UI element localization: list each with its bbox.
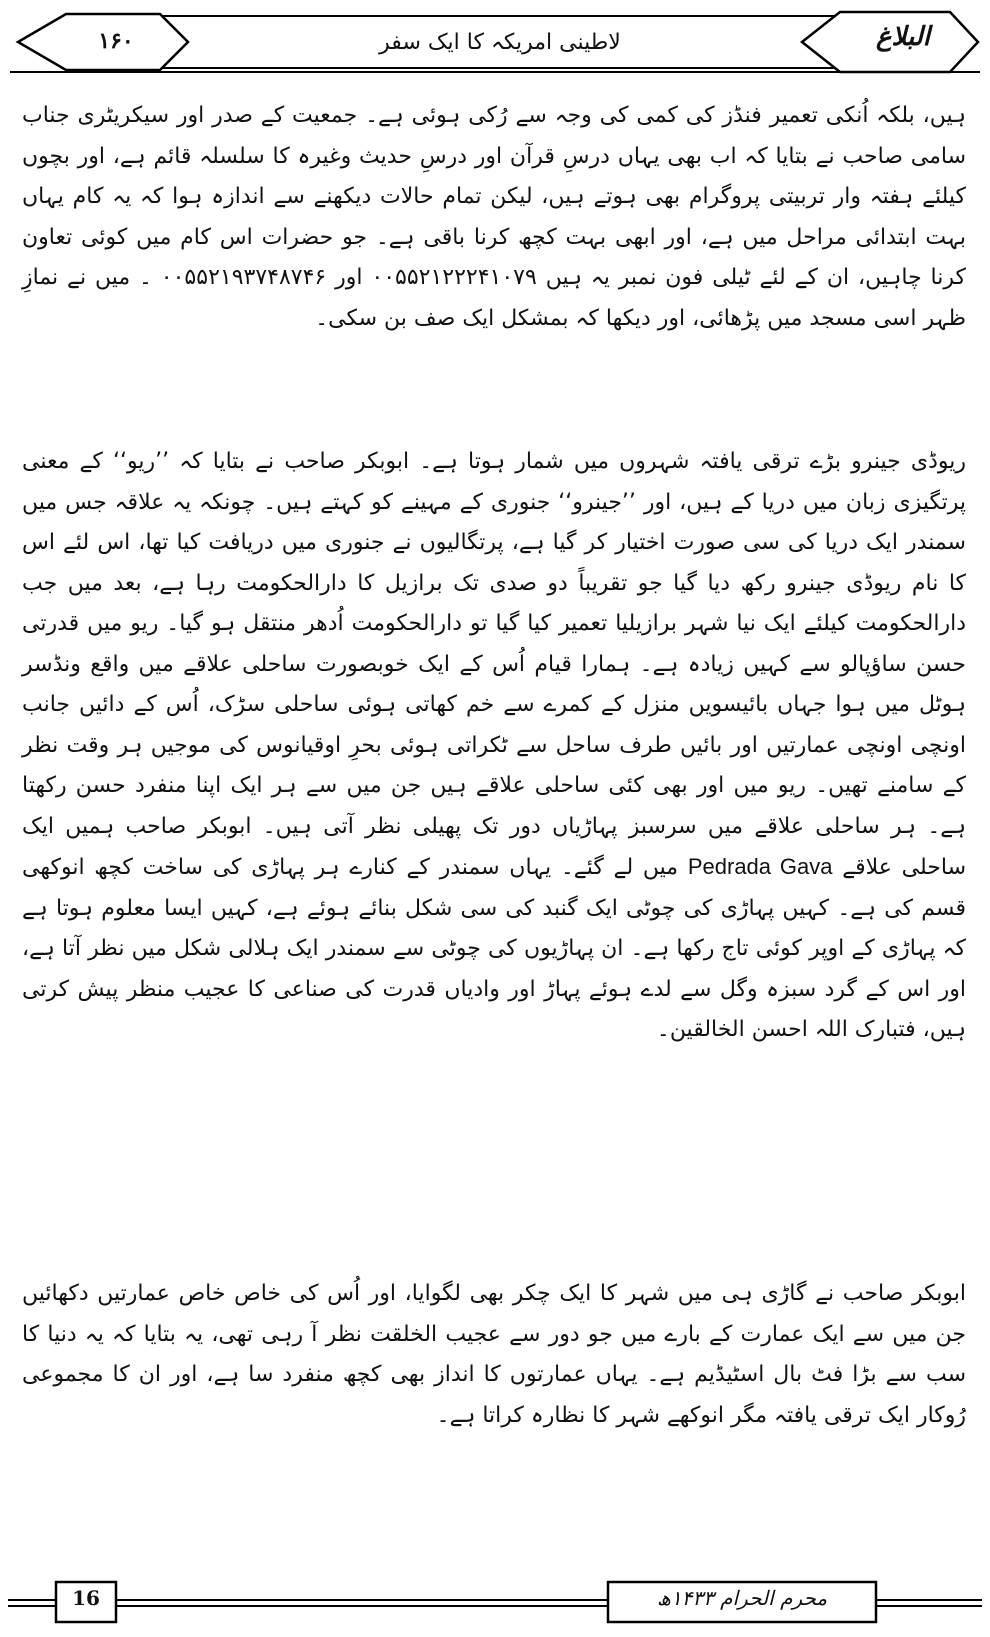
paragraph [22,442,966,1252]
paragraph: ہیں، بلکہ اُنکی تعمیر فنڈز کی کمی کی وجہ سے رُکی ہوئی ہے۔ جمعیت کے صدر اور سیکریٹری جناب سامی صاحب نے بتایا کہ اب بھی یہاں درسِ قرآن اور درسِ حدیث وغیرہ کا سلسلہ قائم ہے، اور بچوں کیلئے ہفتہ وار تربیتی پروگرام بھی ہوتے ہیں، لیکن تمام حالات دیکھنے سے اندازہ ہوا کہ یہ کام یہاں بہت ابتدائی مراحل میں ہے، اور ابھی بہت کچھ کرنا باقی ہے۔ جو حضرات اس کام میں کوئی تعاون کرنا چاہیں، ان کے لئے ٹیلی فون نمبر یہ ہیں ۰۰۵۵۲۱۲۲۲۴۱۰۷۹ اور ۰۰۵۵۲۱۹۳۷۴۸۷۴۶ ۔ میں نے نمازِ ظہر اسی مسجد میں پڑھائی، اور دیکھا کہ بمشکل ایک صف بن سکی۔ [22,103,966,331]
issue-date: محرم الحرام ۱۴۳۳ھ [656,1586,828,1610]
article-body [22,96,966,1436]
journal-logo: البلاغ [875,22,931,52]
page-footer [8,1578,982,1624]
header-page-number: ۱۶۰ [98,28,134,54]
paragraph: ابوبکر صاحب نے گاڑی ہی میں شہر کا ایک چکر بھی لگوایا، اور اُس کی خاص خاص عمارتیں دکھائیں جن میں سے ایک عمارت کے بارے میں جو دور سے عجیب الخلقت نظر آ رہی تھی، یہ بتایا کہ یہ دنیا کا سب سے بڑا فٹ بال اسٹیڈیم ہے۔ یہاں عمارتوں کا انداز بھی کچھ منفرد سا ہے، اور ان کا مجموعی رُوکار ایک ترقی یافتہ مگر انوکھے شہر کا نظارہ کراتا ہے۔ [22,1281,966,1428]
footer-page-number: 16 [72,1586,100,1610]
place-name-latin: Pedrada Gava [687,854,833,879]
paragraph-text: میں لے گئے۔ یہاں سمندر کے کنارے ہر پہاڑی کی ساخت کچھ انوکھی قسم کی ہے۔ کہیں پہاڑی کی چوٹی ایک گنبد کی سی شکل بنائے ہوئے ہے، کہیں ایسا معلوم ہوتا ہے کہ پہاڑی کے اوپر کوئی تاج رکھا ہے۔ ان پہاڑیوں کی چوٹی سے سمندر ایک ہلالی شکل میں نظر آتا ہے، اور اس کے گرد سبزہ وگل سے لدے ہوئے پہاڑ اور وادیاں قدرت کی صناعی کا عجیب منظر پیش کرتی ہیں، فتبارک اللہ احسن الخالقین۔ [22,855,966,1042]
page-header [10,8,980,82]
running-title: لاطینی امریکہ کا ایک سفر [379,30,621,55]
paragraph-text: ریوڈی جینرو بڑے ترقی یافتہ شہروں میں شمار ہوتا ہے۔ ابوبکر صاحب نے بتایا کہ ’’ریو‘‘ کے معنی پرتگیزی زبان میں دریا کے ہیں، اور ’’جینرو‘‘ جنوری کے مہینے کو کہتے ہیں۔ چونکہ یہ علاقہ جس میں سمندر ایک دریا کی سی صورت اختیار کر گیا ہے، پرتگالیوں نے جنوری میں دریافت کیا تھا، اس لئے اس کا نام ریوڈی جینرو رکھ دیا گیا جو تقریباً دو صدی تک برازیل کا دارالحکومت رہا ہے، بعد میں جب دارالحکومت کیلئے ایک نیا شہر برازیلیا تعمیر کیا گیا تو دارالحکومت اُدھر منتقل ہو گیا۔ ریو میں قدرتی حسن ساؤپالو سے کہیں زیادہ ہے۔ ہمارا قیام اُس کے ایک خوبصورت ساحلی علاقے میں واقع ونڈسر ہوٹل میں ہوا جہاں بائیسویں منزل کے کمرے سے خم کھاتی ہوئی ساحلی سڑک، اُس کے دائیں جانب اونچی اونچی عمارتیں اور بائیں طرف ساحل سے ٹکراتی ہوئی بحرِ اوقیانوس کی موجیں ہر وقت نظر کے سامنے تھیں۔ ریو میں اور بھی کئی ساحلی علاقے ہیں جن میں سے ہر ایک اپنا منفرد حسن رکھتا ہے۔ ہر ساحلی علاقے میں سرسبز پہاڑیاں دور تک پھیلی نظر آتی ہیں۔ ابوبکر صاحب ہمیں ایک ساحلی علاقے [22,449,967,880]
